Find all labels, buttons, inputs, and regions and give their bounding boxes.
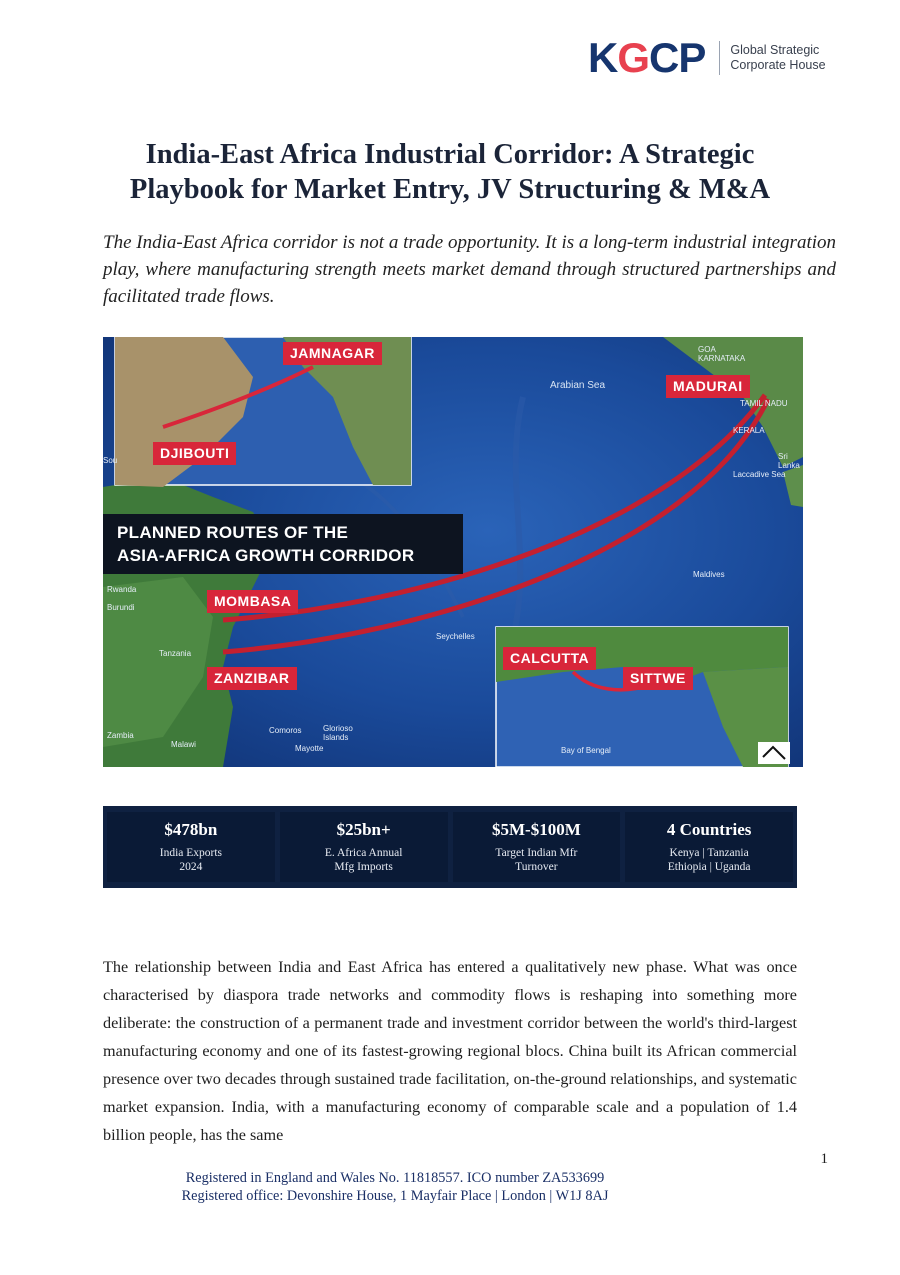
stat-card-target-turnover [453, 812, 621, 882]
stat-value: 4 Countries [666, 820, 752, 839]
map-label-madurai: MADURAI [666, 375, 750, 398]
stat-value: $5M-$100M [491, 820, 581, 839]
company-logo [588, 34, 826, 81]
logo-mark [588, 34, 706, 81]
stat-label: Kenya | Tanzania Ethiopia | Uganda [667, 847, 751, 873]
place-laccadive-sea: Laccadive Sea [733, 470, 786, 479]
stat-card-africa-imports [280, 812, 448, 882]
place-comoros: Comoros [269, 726, 302, 735]
place-burundi: Burundi [107, 603, 135, 612]
place-sou: Sou [103, 456, 118, 465]
stats-bar [103, 806, 797, 888]
footer-address: Registered office: Devonshire House, 1 Mayfair Place | London | W1J 8AJ [181, 1188, 609, 1204]
document-title [60, 137, 840, 207]
title-line-1: India-East Africa Industrial Corridor: A Strategic [145, 139, 755, 170]
lede-paragraph: The India-East Africa corridor is not a trade opportunity. It is a long-term industrial integration play, where manufacturing strength meets market demand through structured partnerships and facilitated trade flows. [103, 232, 836, 307]
map-label-calcutta: CALCUTTA [503, 647, 596, 670]
stat-card-india-exports [107, 812, 275, 882]
map-banner-line1: PLANNED ROUTES OF THE [117, 523, 349, 542]
logo-divider [719, 41, 720, 75]
page-number: 1 [820, 1151, 828, 1167]
corridor-map [103, 337, 803, 767]
place-kerala: KERALA [733, 426, 765, 435]
logo-subtitle-line1: Global Strategic [730, 43, 820, 57]
footer-registration: Registered in England and Wales No. 11818557. ICO number ZA533699 [185, 1170, 605, 1186]
stat-label: Target Indian Mfr Turnover [495, 847, 578, 873]
title-line-2: Playbook for Market Entry, JV Structuring & M&A [129, 174, 771, 205]
logo-subtitle-line2: Corporate House [730, 58, 826, 72]
stat-value: $478bn [164, 820, 218, 839]
place-tamil-nadu: TAMIL NADU [740, 399, 788, 408]
place-zambia: Zambia [107, 731, 134, 740]
place-seychelles: Seychelles [436, 632, 475, 641]
map-label-djibouti: DJIBOUTI [153, 442, 236, 465]
stat-card-countries [625, 812, 793, 882]
stat-label: E. Africa Annual Mfg Imports [324, 847, 403, 873]
place-arabian-sea: Arabian Sea [550, 380, 606, 391]
stat-value: $25bn+ [336, 820, 391, 839]
place-goa-karnataka: GOA KARNATAKA [698, 345, 746, 363]
stat-label: India Exports 2024 [159, 847, 223, 873]
logo-mark-right: CP [649, 34, 706, 81]
map-label-mombasa: MOMBASA [207, 590, 298, 613]
place-sri-lanka: Sri Lanka [778, 452, 800, 470]
logo-mark-left: KG [588, 34, 650, 81]
place-maldives: Maldives [693, 570, 725, 579]
place-tanzania: Tanzania [159, 649, 192, 658]
place-rwanda: Rwanda [107, 585, 137, 594]
page-footer [0, 1169, 790, 1205]
place-bay-of-bengal: Bay of Bengal [561, 746, 611, 755]
map-banner [103, 514, 463, 574]
logo-subtitle [730, 43, 825, 73]
place-glorioso: Glorioso Islands [323, 724, 353, 742]
place-mayotte: Mayotte [295, 744, 324, 753]
map-banner-line2: ASIA-AFRICA GROWTH CORRIDOR [117, 546, 415, 565]
map-label-sittwe: SITTWE [623, 667, 693, 690]
body-paragraph: The relationship between India and East Africa has entered a qualitatively new phase. What was once characterised by diaspora trade networks and commodity flows is reshaping into something more deliberate: the construction of a permanent trade and investment corridor between the world's third-largest manufacturing economy and one of its fastest-growing regional blocs. China built its African commercial presence over two decades through sustained trade facilitation, on-the-ground relationships, and systematic market expansion. India, with a manufacturing economy of comparable scale and a population of 1.4 billion people, has the same [103, 958, 797, 1144]
place-malawi: Malawi [171, 740, 196, 749]
map-label-jamnagar: JAMNAGAR [283, 342, 382, 365]
map-label-zanzibar: ZANZIBAR [207, 667, 297, 690]
